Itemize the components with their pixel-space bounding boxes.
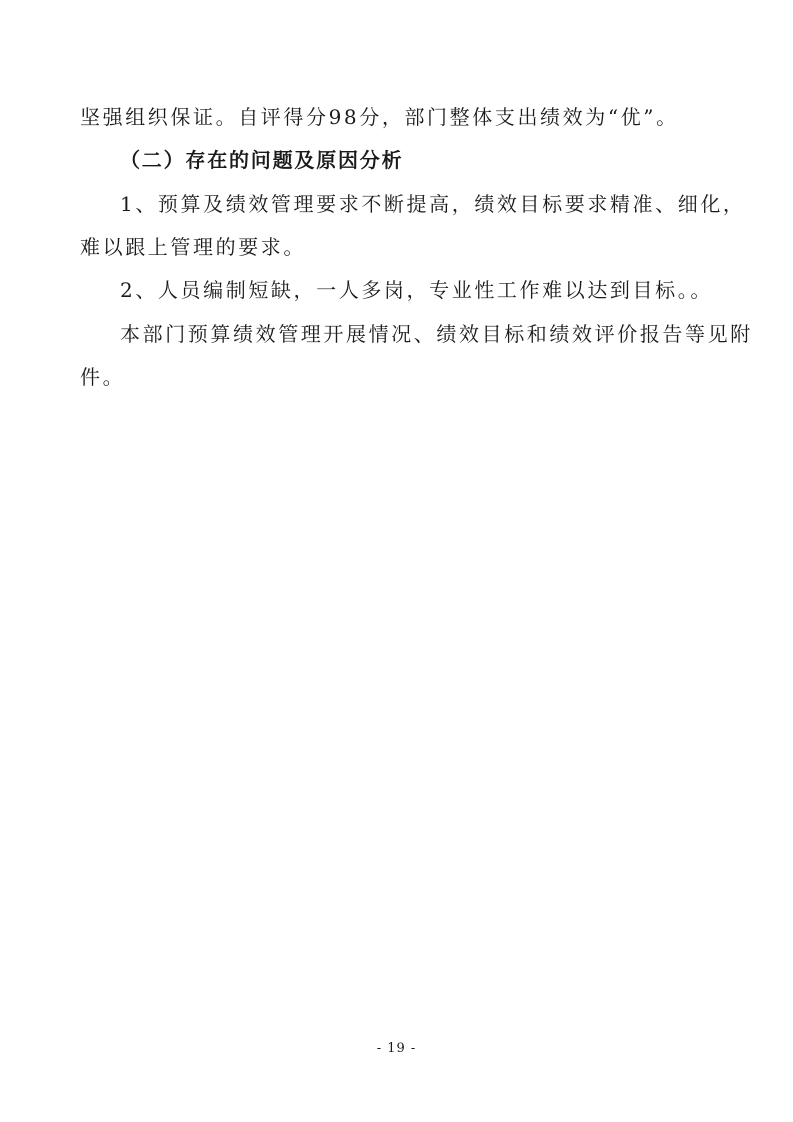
issue-2-line: 2、人员编制短缺，一人多岗，专业性工作难以达到目标。。: [120, 278, 713, 302]
issue-1-line-2: 难以跟上管理的要求。: [80, 235, 306, 259]
closing-paragraph-line-2: 件。: [80, 365, 126, 389]
page-number: - 19 -: [376, 1041, 417, 1056]
closing-paragraph-line-1: 本部门预算绩效管理开展情况、绩效目标和绩效评价报告等见附: [120, 322, 753, 346]
issue-1-line-1: 1、预算及绩效管理要求不断提高，绩效目标要求精准、细化，: [120, 192, 746, 216]
section-heading: （二）存在的问题及原因分析: [120, 148, 404, 172]
paragraph-continuation-line: 坚强组织保证。自评得分98分，部门整体支出绩效为“优”。: [80, 105, 679, 129]
